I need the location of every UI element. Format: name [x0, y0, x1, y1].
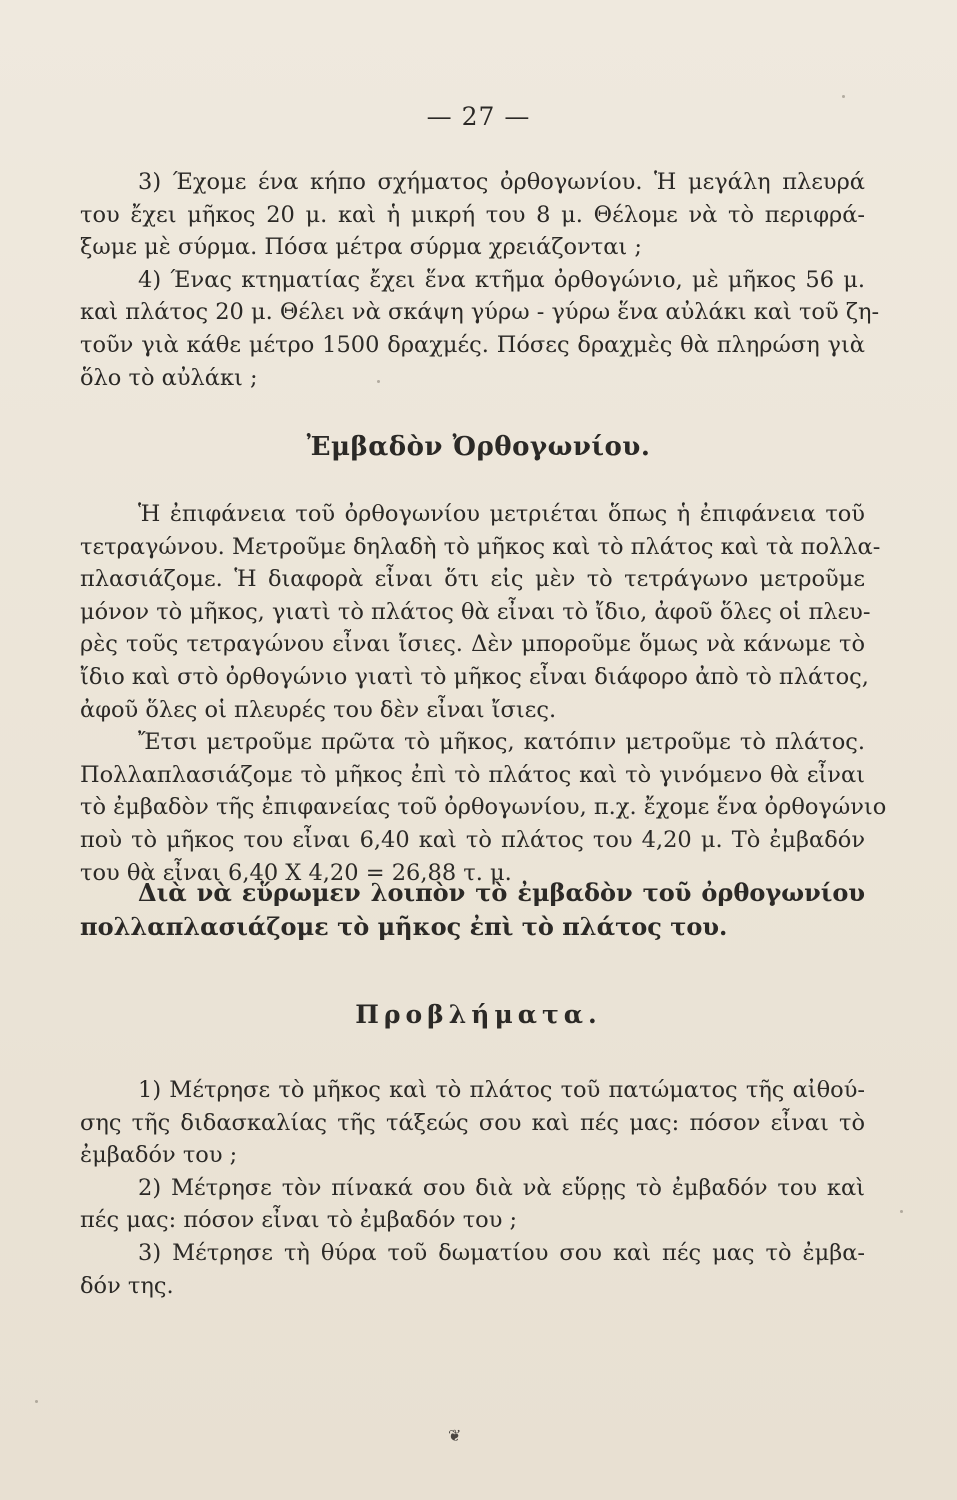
ornament-icon: ❦ [448, 1426, 462, 1445]
rule-block [80, 876, 865, 944]
exercise-1-line-1: 1) Μέτρησε τὸ μῆκος καὶ τὸ πλάτος τοῦ πατώματος τῆς αἰθού- [138, 1077, 865, 1103]
body-line: Πολλαπλασιάζομε τὸ μῆκος ἐπὶ τὸ πλάτος καὶ τὸ γινόμενο θὰ εἶναι [80, 761, 865, 788]
exercise-2-line-1: 2) Μέτρησε τὸν πίνακά σου διὰ νὰ εὕρῃς τὸ ἐμβαδόν του καὶ [138, 1174, 865, 1201]
body-line: μόνον τὸ μῆκος, γιατὶ τὸ πλάτος θὰ εἶναι τὸ ἴδιο, ἀφοῦ ὅλες οἱ πλευ- [80, 598, 871, 625]
rule-line-1: Διὰ νὰ εὕρωμεν λοιπὸν τὸ ἐμβαδὸν τοῦ ὀρθογωνίου [138, 878, 865, 907]
paper-speck [377, 380, 380, 383]
body-line: ἀφοῦ ὅλες οἱ πλευρές του δὲν εἶναι ἴσιες. [80, 696, 557, 723]
problem-3-line-3: ξωμε μὲ σύρμα. Πόσα μέτρα σύρμα χρειάζονται ; [80, 234, 642, 261]
body-text-block [80, 498, 887, 889]
exercise-3-line-1: 3) Μέτρησε τὴ θύρα τοῦ δωματίου σου καὶ πές μας τὸ ἐμβα- [138, 1239, 865, 1266]
problem-4-line-3: τοῦν γιὰ κάθε μέτρο 1500 δραχμές. Πόσες δραχμὲς θὰ πληρώση γιὰ [80, 331, 865, 358]
problem-3-line-2: του ἔχει μῆκος 20 μ. καὶ ἡ μικρή του 8 μ. Θέλομε νὰ τὸ περιφρά- [80, 201, 865, 228]
body-line: ἴδιο καὶ στὸ ὀρθογώνιο γιατὶ τὸ μῆκος εἶναι διάφορο ἀπὸ τὸ πλάτος, [80, 663, 869, 690]
paper-speck [900, 1210, 903, 1213]
problem-4-line-4: ὅλο τὸ αὐλάκι ; [80, 364, 258, 391]
body-line: πλασιάζομε. Ἡ διαφορὰ εἶναι ὅτι εἰς μὲν τὸ τετράγωνο μετροῦμε [80, 566, 865, 593]
page-number: — 27 — [426, 102, 531, 131]
problems-title: Προβλήματα. [355, 1000, 602, 1029]
body-line: ρὲς τοῦς τετραγώνου εἶναι ἴσιες. Δὲν μποροῦμε ὅμως νὰ κάνωμε τὸ [80, 631, 865, 658]
exercise-1-line-2: σης τῆς διδασκαλίας τῆς τάξεώς σου καὶ πές μας: πόσον εἶναι τὸ [80, 1109, 865, 1136]
body-line: του θὰ εἶναι 6,40 X 4,20 = 26,88 τ. μ. [80, 859, 512, 886]
rule-line-2: πολλαπλασιάζομε τὸ μῆκος ἐπὶ τὸ πλάτος του. [80, 912, 728, 941]
problem-3-line-1: 3) Έχομε ένα κήπο σχήματος ὀρθογωνίου. Ἡ μεγάλη πλευρά [138, 169, 865, 195]
section-title: Ἐμβαδὸν Ὀρθογωνίου. [306, 432, 651, 462]
problems-bottom-block [80, 1074, 865, 1302]
body-line: τετραγώνου. Μετροῦμε δηλαδὴ τὸ μῆκος καὶ τὸ πλάτος καὶ τὰ πολλα- [80, 533, 881, 560]
body-line: τὸ ἐμβαδὸν τῆς ἐπιφανείας τοῦ ὀρθογωνίου, π.χ. ἔχομε ἕνα ὀρθογώνιο [80, 794, 887, 821]
body-line: Ἡ ἐπιφάνεια τοῦ ὀρθογωνίου μετριέται ὅπως ἡ ἐπιφάνεια τοῦ [138, 501, 865, 527]
problem-4-line-1: 4) Ένας κτηματίας ἔχει ἕνα κτῆμα ὀρθογώνιο, μὲ μῆκος 56 μ. [138, 266, 865, 293]
problem-4-line-2: καὶ πλάτος 20 μ. Θέλει νὰ σκάψη γύρω - γύρω ἕνα αὐλάκι καὶ τοῦ ζη- [80, 299, 880, 326]
body-line: ποὺ τὸ μῆκος του εἶναι 6,40 καὶ τὸ πλάτος του 4,20 μ. Τὸ ἐμβαδόν [80, 826, 865, 853]
paper-speck [35, 1400, 38, 1403]
exercise-2-line-2: πές μας: πόσον εἶναι τὸ ἐμβαδόν του ; [80, 1207, 518, 1234]
body-line: Ἔτσι μετροῦμε πρῶτα τὸ μῆκος, κατόπιν μετροῦμε τὸ πλάτος. [138, 729, 865, 756]
problems-top-block [80, 166, 880, 394]
paper-speck [842, 95, 845, 98]
exercise-3-line-2: δόν της. [80, 1272, 174, 1299]
exercise-1-line-3: ἐμβαδόν του ; [80, 1142, 238, 1169]
